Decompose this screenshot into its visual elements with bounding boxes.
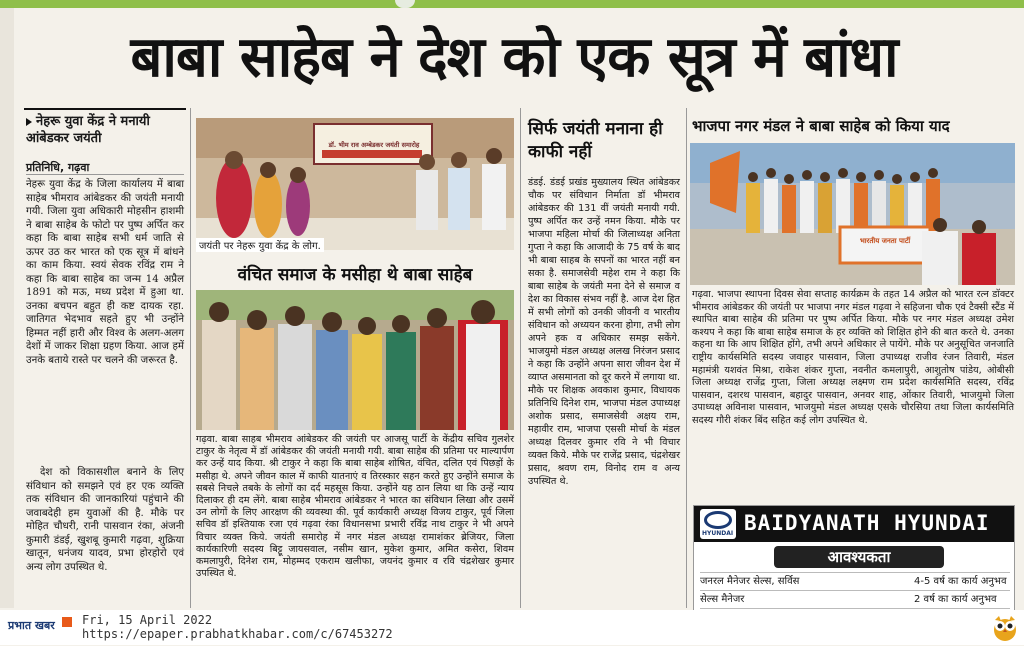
main-headline: बाबा साहेब ने देश को एक सूत्र में बांधा [130,25,898,90]
left-kicker-text: नेहरू युवा केंद्र ने मनायी आंबेडकर जयंती [26,114,150,146]
column-divider [686,108,687,608]
bullet-icon [26,118,32,126]
footer [0,610,1024,645]
left-body-2: देश को विकासशील बनाने के लिए संविधान को समझने एवं हर एक व्यक्ति तक संविधान की जानकारियां पहुंचाने की जवाबदेही हम युवाओं की है. मौके पर मोहित चौधरी, रानी पासवान रंका, अंजनी कुमारी डंडई, खुशबू कुमारी गढ़वा, शुक्रिया खातून, धनंजय यादव, प्रभा होरहोरो एवं अन्य लोग उपस्थित थे. [26,467,184,573]
edition-date: Fri, 15 April 2022 [82,613,213,627]
page-edge [0,8,14,608]
photo-bjp-nagar-mandal [690,143,1015,285]
left-byline: प्रतिनिधि, गढ़वा [26,161,90,174]
ad-need: आवश्यकता [774,546,944,568]
ad-brand: BAIDYANATH HYUNDAI [744,511,990,535]
mid-subhead: सिर्फ जयंती मनाना ही काफी नहीं [528,119,663,162]
epaper-url[interactable]: https://epaper.prabhatkhabar.com/c/67453272 [82,627,393,641]
advertisement [693,505,1015,615]
left-article [26,113,184,147]
ad-row: सेल्स मैनेजर 2 वर्ष का कार्य अनुभव [700,590,1010,608]
owl-icon [992,614,1018,642]
photo1-caption: जयंती पर नेहरू युवा केंद्र के लोग. [196,238,324,252]
mid-body: डंडई. डंडई प्रखंड मुख्यालय स्थित आंबेडकर चौक पर संविधान निर्माता डॉ भीमराव आंबेडकर की 131 वीं जयंती मनायी गयी. पुष्प अर्पित कर उन्हें नमन किया. मौके पर भाजपा महिला मोर्चा की जिलाध्यक्ष अनिता गुप्ता ने कहा कि आजादी के 75 वर्ष के बाद भी बाबा साहब के सपनों का भारत नहीं बन सका है. समाजसेवी महेश राम ने कहा कि बाबा साहेब के जयंती मना देने से समाज व देश का विकास संभव नहीं है. आज देश हित में सभी लोगों को उनकी जीवनी व भारतीय संविधान को अध्ययन करना होगा, तभी लोग अपने हक व अधिकार समझ सकेंगे. भाजयुमो मंडल अध्यक्ष अलख निरंजन प्रसाद ने कहा कि उन्होंने अपना सारा जीवन देश में व्याप्त असमानता को दूर करने में लगाया था. मौके पर शिक्षक अवकाश कुमार, विधायक प्रतिनिधि दिनेश राम, भाजपा मंडल उपाध्यक्ष अशोक प्रसाद, समाजसेवी अक्षय राम, महावीर राम, भाजपा एससी मोर्चा के मंडल अध्यक्ष दिलवर कुमार रवि ने भी विचार व्यक्त किये. मौके पर राजेंद्र प्रसाद, चंद्रशेखर प्रसाद, श्रवण राम, विनोद राम व अन्य उपस्थित थे. [528,177,680,487]
column-divider [520,108,521,608]
photo-nehru-yuva-kendra [196,118,514,250]
ad-header [694,506,1014,542]
photo-ajsu-jayanti [196,290,514,430]
top-strip [0,0,1024,8]
ad-row: जनरल मैनेजर सेल्स, सर्विस 4-5 वर्ष का कार्य अनुभव [700,572,1010,590]
column-rule [24,108,186,110]
column-divider [190,108,191,608]
left-body: नेहरू युवा केंद्र के जिला कार्यालय में बाबा साहेब भीमराव आंबेडकर की जयंती मनायी गयी. जिला युवा अधिकारी मोहसीन हाशमी ने बाबा साहेब के फोटो पर पुष्प अर्पित कर कहा कि बाबा साहेब सभी धर्म जाति से ऊपर उठ कर भारत को एक सूत्र में बांधने का काम किया. स्वयं सेवक रविंद्र राम ने कहा कि बाबा साहेब का जन्म 14 अप्रैल 1891 को मऊ, मध्य प्रदेश में हुआ था. उनका बचपन बहुत ही कष्ट दायक रहा. जातिगत भेदभाव सहते हुए भी उन्होंने हिम्मत नहीं हारी और विश्व के अलग-अलग देशों में जाकर शिक्षा ग्रहण किया. आज हमें उनके बताये रास्ते पर चलने की जरूरत है. [26,179,184,366]
center-subhead: वंचित समाज के मसीहा थे बाबा साहेब [237,265,473,285]
center-body: गढ़वा. बाबा साहब भीमराव आंबेडकर की जयंती पर आजसू पार्टी के केंद्रीय सचिव गुलशेर टाकुर के नेतृत्व में डॉ आंबेडकर की जयंती मनायी गयी. बाबा साहेब की प्रतिमा पर माल्यार्पण कर उन्हें याद किया. श्री टाकुर ने कहा कि बाबा साहेब शोषित, वंचित, दलित एवं पिछड़ों के मसीहा थे. अपने जीवन काल में काफी यातनाएं व तिरस्कार सहन करते हुए उन्होंने समाज के सबसे निचले तबके के लोगों का दर्द महसूस किया. उन्होंने यह ठान लिया था कि उन्हें न्याय दिलाकर ही दम लेंगे. बाबा साहेब भीमराव आंबेडकर ने भारत का संविधान लिखा और उसमें उन लोगों के लिए आरक्षण की व्यवस्था की. पूर्व कार्यकारी अध्यक्ष विजय टाकुर, पूर्व जिला सचिव डॉ इश्तियाक रजा एवं गढ़वा रंका विधानसभा प्रभारी रविंद्र नाथ टाकुर ने भी अपने विचार व्यक्त किये. जयंती समारोह में नगर मंडल अध्यक्ष रामाशंकर ब्रेजियर, जिला कार्यकारिणी सदस्य बिट्टू जायसवाल, नसीम खान, मुकेश कुमार, अमित कसेरा, शिवम कमलापुरी, दिनेश राम, मोहम्मद एकराम खलीफा, जयनंद कुमार व रवि चंद्रशेखर कुमार उपस्थित थे. [196,434,514,580]
hyundai-logo-icon: HYUNDAI [700,509,736,539]
right-body: गढ़वा. भाजपा स्थापना दिवस सेवा सप्ताह कार्यक्रम के तहत 14 अप्रैल को भारत रत्न डॉक्टर भीमराव आंबेडकर की जयंती पर भाजपा नगर मंडल गढ़वा ने सहिजना चौक एवं टैक्सी स्टैंड में स्थापित बाबा साहेब की प्रतिमा पर पुष्प अर्पित किया. मौके पर नगर मंडल अध्यक्ष उमेश कश्यप ने कहा कि बाबा साहेब समाज के हर व्यक्ति को शिक्षित होने की बात करते थे. उनका कहना था कि आप शिक्षित होंगे, तभी अपने अधिकार ले पायेंगे. मौके पर अनुसूचित जनजाति राष्ट्रीय कार्यसमिति सदस्य जवाहर पासवान, जिला उपाध्यक्ष राजीव रंजन तिवारी, मंडल महामंत्री यशवंत मिश्रा, राकेश शंकर गुप्ता, नवनीत कमलापुरी, आशुतोष पांडेय, ओबीसी जिला अध्यक्ष राजेंद्र गुप्ता, जिला अध्यक्ष लक्ष्मण राम प्रदेश कार्यसमिति सदस्य, रविंद्र पासवान, दशरथ पासवान, बहादुर पासवान, अनवर शाह, ओंकार तिवारी, भाजयुमो जिला उपाध्यक्ष अविनाश पासवान, भाजयुमो मंडल अध्यक्ष एसके चौरसिया तथा जिला कार्यसमिति सदस्य गौरी शंकर बिंद सहित कई लोग उपस्थित थे. [692,289,1014,426]
bjp-banner-text: भारतीय जनता पार्टी [859,237,911,245]
banner-text: डॉ. भीम राव अम्बेडकर जयंती समारोह [328,141,420,149]
right-subhead: भाजपा नगर मंडल ने बाबा साहेब को किया याद [692,117,950,135]
prabhat-khabar-logo[interactable] [8,614,74,640]
divider [26,174,184,175]
logo-text: प्रभात खबर [8,619,55,632]
left-kicker [26,113,184,147]
